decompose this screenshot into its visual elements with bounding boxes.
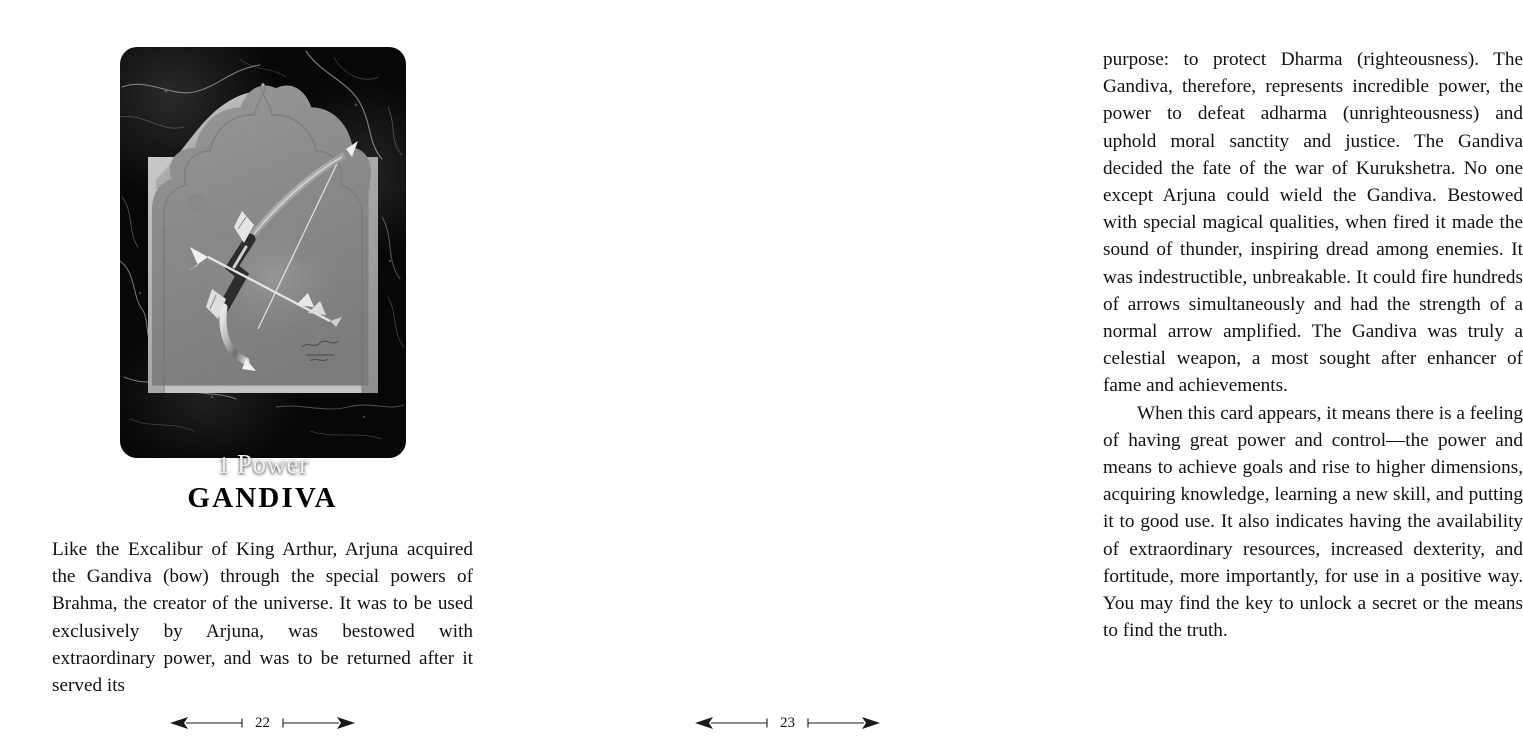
folio-right xyxy=(525,708,1050,738)
right-text-column xyxy=(1103,46,1523,644)
card-caption-label: Power xyxy=(237,449,309,479)
page-title: GANDIVA xyxy=(187,482,338,514)
right-page xyxy=(525,0,1523,750)
folio-left xyxy=(0,708,525,738)
left-text-column xyxy=(52,536,473,699)
folio-ornament-right xyxy=(279,716,357,730)
page-number: 22 xyxy=(255,714,270,731)
page-number: 23 xyxy=(780,714,795,731)
folio-ornament-left xyxy=(168,716,246,730)
paragraph: Like the Excalibur of King Arthur, Arjuna acquired the Gandiva (bow) through the special powers of Brahma, the creator of the universe. It was to be used exclusively by Arjuna, was bestowed with extraordinary power, and was to be returned after it served its xyxy=(52,539,473,697)
paragraph: When this card appears, it means there is a feeling of having great power and control—the power and means to achieve goals and rise to higher dimensions, acquiring knowledge, learning a new skill, and putting it to good use. It also indicates having the availability of extraordinary resources, increased dexterity, and fortitude, more importantly, for use in a positive way. You may find the key to unlock a secret or the means to find the truth. xyxy=(1103,402,1523,642)
card-caption-number: 1 xyxy=(217,453,230,479)
card-marble-background xyxy=(120,47,406,479)
stone-arch-panel xyxy=(146,61,380,401)
paragraph: purpose: to protect Dharma (righteousness). The Gandiva, therefore, represents incredible power, the power to defeat adharma (unrighteousness) and uphold moral sanctity and justice. The Gandiva decided the fate of the war of Kurukshetra. No one except Arjuna could wield the Gandiva. Bestowed with special magical qualities, when fired it made the sound of thunder, inspiring dread among enemies. It was indestructible, unbreakable. It could fire hundreds of arrows simultaneously and had the strength of a normal arrow amplified. The Gandiva was truly a celestial weapon, a most sought after enhancer of fame and achievements. xyxy=(1103,49,1523,397)
folio-ornament-left xyxy=(693,716,771,730)
folio-ornament-right xyxy=(804,716,882,730)
card-caption xyxy=(120,451,406,478)
gandiva-card xyxy=(120,47,406,479)
left-page xyxy=(0,0,525,750)
